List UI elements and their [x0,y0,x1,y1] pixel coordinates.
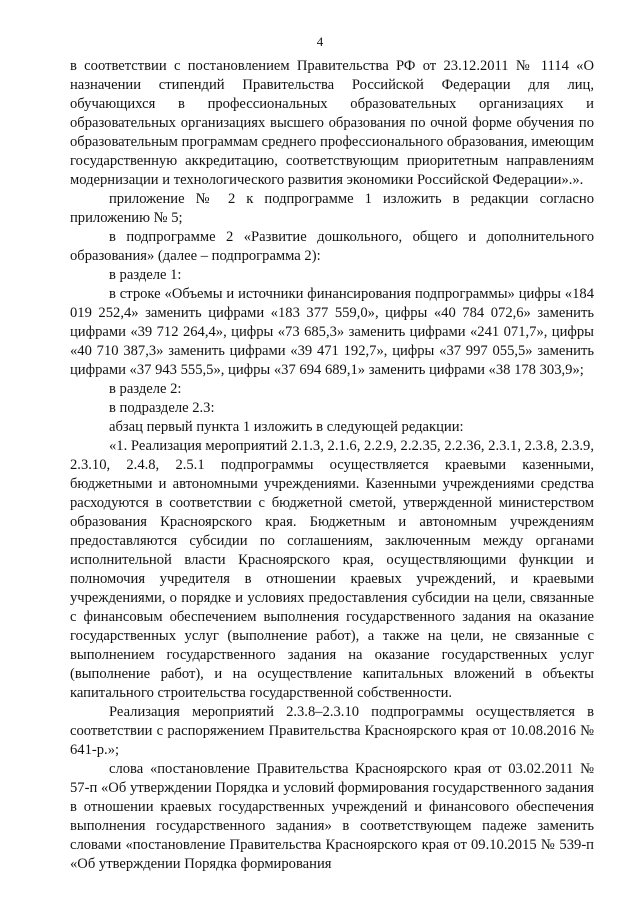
paragraph: Реализация мероприятий 2.3.8–2.3.10 подпрограммы осуществляется в соответствии с распоряжением Правительства Красноярского края от 10.08.2016 № 641-р.»; [70,704,594,758]
paragraph: «1. Реализация мероприятий 2.1.3, 2.1.6, 2.2.9, 2.2.35, 2.2.36, 2.3.1, 2.3.8, 2.3.9, 2.3.10, 2.4.8, 2.5.1 подпрограммы осуществляется краевыми казенными, бюджетными и автономными учреждениями. Казенными учреждениями средства расходуются в соответствии с бюджетной сметой, утвержденной министерством образования Красноярского края. Бюджетным и автономным учреждениям предоставляются субсидии по соглашениям, заключенным между органами исполнительной власти Красноярского края, осуществляющими функции и полномочия учредителя в отношении краевых учреждений, и краевыми учреждениями, о порядке и условиях предоставления субсидии на цели, связанные с финансовым обеспечением выполнения государственного задания на оказание государственных услуг (выполнение работ), а также на цели, не связанные с выполнением государственного задания на оказание государственных услуг (выполнение работ), и на осуществление капитальных вложений в объекты капитального строительства государственной собственности. [70,438,594,701]
page-number: 4 [316,34,324,49]
paragraph: в подпрограмме 2 «Развитие дошкольного, общего и дополнительного образования» (далее – подпрограмма 2): [70,229,594,264]
paragraph: приложение № 2 к подпрограмме 1 изложить в редакции согласно приложению № 5; [70,191,594,226]
paragraph: слова «постановление Правительства Красноярского края от 03.02.2011 № 57-п «Об утверждении Порядка и условий формирования государственного задания в отношении краевых государственных учреждений и финансового обеспечения выполнения государственного задания» в соответствующем падеже заменить словами «постановление Правительства Красноярского края от 09.10.2015 № 539-п «Об утверждении Порядка формирования [70,761,594,872]
paragraph: в подразделе 2.3: [109,400,215,416]
paragraph: в строке «Объемы и источники финансирования подпрограммы» цифры «184 019 252,4» заменить цифрами «183 377 559,0», цифры «40 784 072,6» заменить цифрами «39 712 264,4», цифры «73 685,3» заменить цифрами «241 071,7», цифры «40 710 387,3» заменить цифрами «39 471 192,7», цифры «37 997 055,5» заменить цифрами «37 943 555,5», цифры «37 694 689,1» заменить цифрами «38 178 303,9»; [70,286,594,378]
paragraph: в разделе 1: [109,267,182,283]
paragraph: абзац первый пункта 1 изложить в следующей редакции: [109,419,464,435]
paragraph: в разделе 2: [109,381,182,397]
document-body [70,57,594,874]
paragraph: в соответствии с постановлением Правительства РФ от 23.12.2011 № 1114 «О назначении стипендий Правительства Российской Федерации для лиц, обучающихся в профессиональных образовательных организациях и образовательных организациях высшего образования по очной форме обучения по образовательным программам среднего профессионального образования, имеющим государственную аккредитацию, соответствующим приоритетным направлениям модернизации и технологического развития экономики Российской Федерации».». [70,58,594,188]
